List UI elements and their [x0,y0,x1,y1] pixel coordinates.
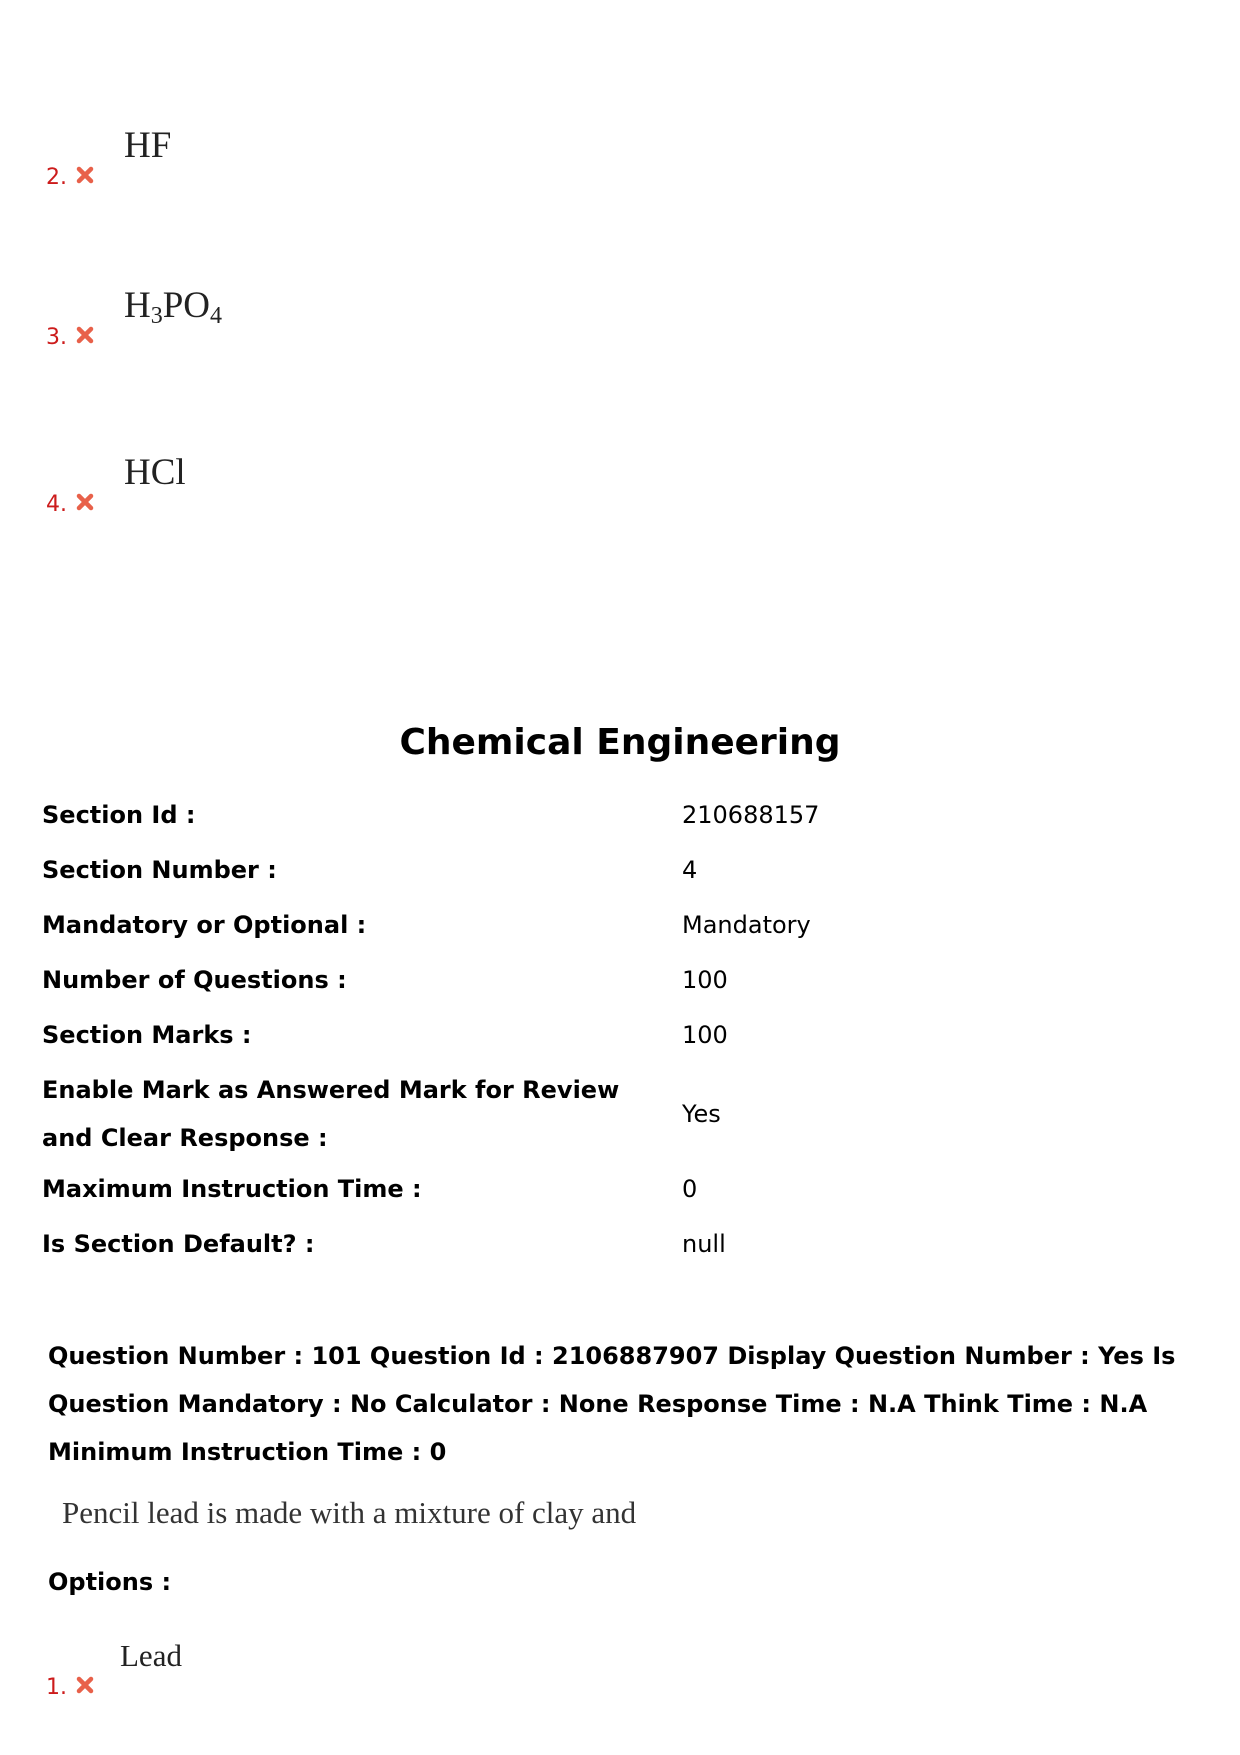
info-value: 100 [682,966,728,994]
info-value: null [682,1230,726,1258]
info-value: Mandatory [682,911,811,939]
info-value: 100 [682,1021,728,1049]
option-4 [46,452,446,517]
options-label: Options : [48,1568,172,1596]
info-value: Yes [682,1100,721,1128]
option-formula: HF [124,125,172,166]
option-formula: $H_3PO_4$ [124,285,223,329]
cross-mark-icon [76,166,94,184]
option-text: Lead [120,1638,182,1673]
option-3 [46,285,446,350]
option-number: 2. [46,165,67,190]
info-label: Number of Questions : [42,966,347,994]
cross-mark-icon [76,493,94,511]
info-label: Section Number : [42,856,277,884]
cross-mark-icon [76,326,94,344]
info-label: Section Marks : [42,1021,252,1049]
info-label: Enable Mark as Answered Mark for Review and Clear Response : [42,1076,620,1152]
option-formula: HCl [124,452,186,493]
question-meta: Question Number : 101 Question Id : 2106887907 Display Question Number : Yes Is Question Mandatory : No Calculator : None Response Time : N.A Think Time : N.A Minimum Instruction Time : 0 [48,1342,1176,1466]
question-text: Pencil lead is made with a mixture of clay and [62,1495,637,1530]
option-number: 4. [46,492,67,517]
info-label: Is Section Default? : [42,1230,315,1258]
option-1 [46,1640,446,1700]
section-title: Chemical Engineering [399,722,841,763]
info-label: Section Id : [42,801,196,829]
info-value: 0 [682,1175,698,1203]
option-number: 1. [46,1675,67,1700]
info-value: 210688157 [682,801,820,829]
cross-mark-icon [76,1676,94,1694]
option-number: 3. [46,325,67,350]
info-value: 4 [682,856,698,884]
info-label: Mandatory or Optional : [42,911,367,939]
info-label: Maximum Instruction Time : [42,1175,422,1203]
option-2 [46,125,446,190]
